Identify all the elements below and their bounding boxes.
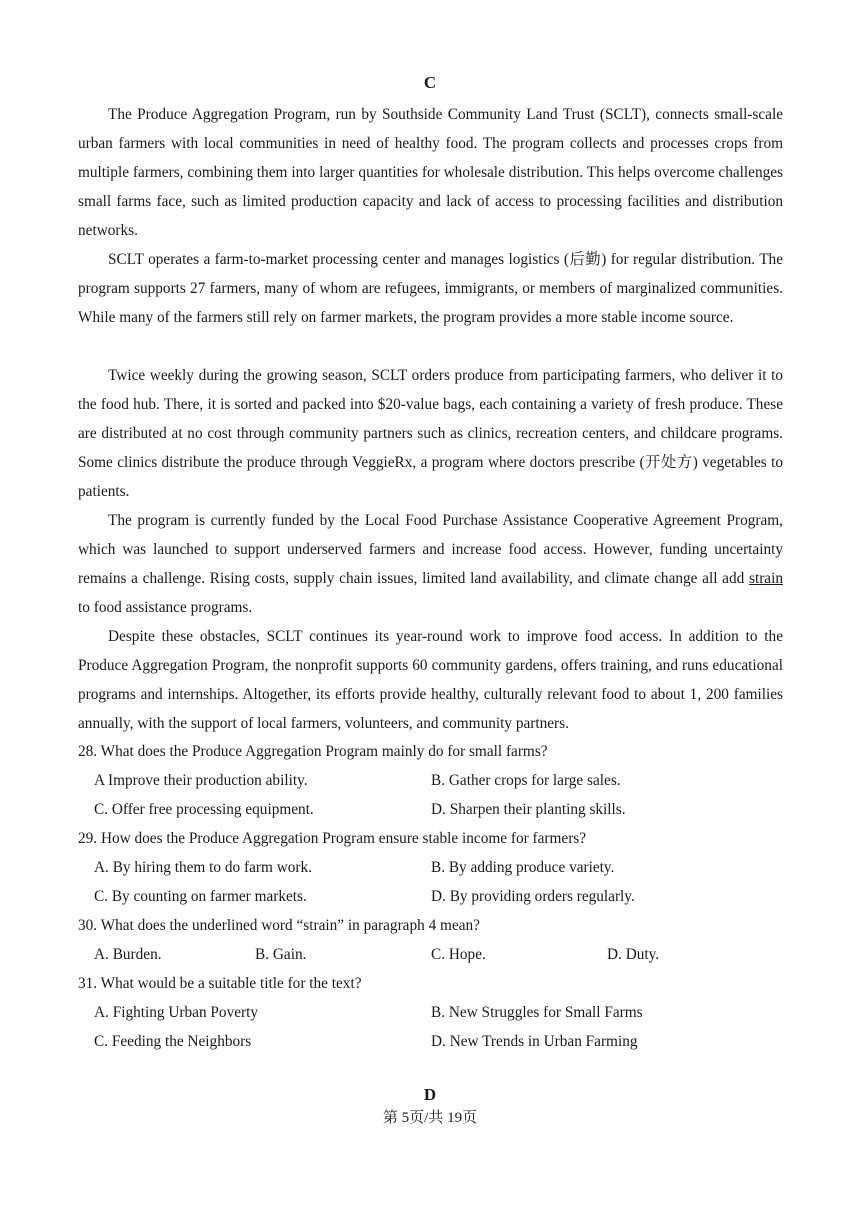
question-31-option-b[interactable]: B. New Struggles for Small Farms bbox=[431, 1004, 643, 1021]
question-31-option-c[interactable]: C. Feeding the Neighbors bbox=[94, 1033, 252, 1050]
question-29-option-a[interactable]: A. By hiring them to do farm work. bbox=[94, 859, 312, 876]
question-31-stem: 31. What would be a suitable title for the text? bbox=[78, 975, 362, 992]
page-number-footer: 第 5页/共 19页 bbox=[382, 1110, 478, 1126]
question-28-option-c[interactable]: C. Offer free processing equipment. bbox=[94, 801, 314, 818]
section-d-heading: D bbox=[423, 1085, 437, 1104]
underlined-word-strain: strain bbox=[749, 570, 783, 587]
passage-paragraph-2: SCLT operates a farm-to-market processing center and manages logistics (后勤) for regular distribution. The program supports 27 farmers, many of whom are refugees, immigrants, or members of marginalized communities. While many of the farmers still rely on farmer markets, the program provides a more stable income source. bbox=[78, 251, 783, 326]
passage-paragraph-5: Despite these obstacles, SCLT continues its year-round work to improve food access. In addition to the Produce Aggregation Program, the nonprofit supports 60 community gardens, offers training, and runs educational programs and internships. Altogether, its efforts provide healthy, culturally relevant food to about 1, 200 families annually, with the support of local farmers, volunteers, and community partners. bbox=[78, 628, 783, 732]
passage-paragraph-4 bbox=[78, 506, 783, 622]
question-30-option-d[interactable]: D. Duty. bbox=[607, 946, 660, 963]
question-28-stem: 28. What does the Produce Aggregation Program mainly do for small farms? bbox=[78, 743, 548, 760]
paragraph-4-text-after: to food assistance programs. bbox=[78, 599, 253, 616]
section-c-heading: C bbox=[423, 73, 437, 92]
passage-paragraph-1: The Produce Aggregation Program, run by Southside Community Land Trust (SCLT), connects small-scale urban farmers with local communities in need of healthy food. The program collects and processes crops from multiple farmers, combining them into larger quantities for wholesale distribution. This helps overcome challenges small farms face, such as limited production capacity and lack of access to processing facilities and distribution networks. bbox=[78, 106, 783, 239]
question-29-option-c[interactable]: C. By counting on farmer markets. bbox=[94, 888, 307, 905]
question-30-option-b[interactable]: B. Gain. bbox=[255, 946, 307, 963]
question-29-option-d[interactable]: D. By providing orders regularly. bbox=[431, 888, 635, 905]
question-29-stem: 29. How does the Produce Aggregation Program ensure stable income for farmers? bbox=[78, 830, 587, 847]
question-30-stem: 30. What does the underlined word “strain” in paragraph 4 mean? bbox=[78, 917, 480, 934]
question-31-option-d[interactable]: D. New Trends in Urban Farming bbox=[431, 1033, 638, 1050]
passage-paragraph-3: Twice weekly during the growing season, SCLT orders produce from participating farmers, who deliver it to the food hub. There, it is sorted and packed into $20-value bags, each containing a variety of fresh produce. These are distributed at no cost through community partners such as clinics, recreation centers, and childcare programs. Some clinics distribute the produce through VeggieRx, a program where doctors prescribe (开处方) vegetables to patients. bbox=[78, 367, 783, 500]
question-28-option-b[interactable]: B. Gather crops for large sales. bbox=[431, 772, 621, 789]
question-28-option-d[interactable]: D. Sharpen their planting skills. bbox=[431, 801, 626, 818]
question-28-option-a[interactable]: A Improve their production ability. bbox=[94, 772, 308, 789]
question-29-option-b[interactable]: B. By adding produce variety. bbox=[431, 859, 615, 876]
question-30-option-c[interactable]: C. Hope. bbox=[431, 946, 486, 963]
question-30-option-a[interactable]: A. Burden. bbox=[94, 946, 162, 963]
paragraph-4-text-before: The program is currently funded by the Local Food Purchase Assistance Cooperative Agreement Program, which was launched to support underserved farmers and increase food access. However, funding uncertainty remains a challenge. Rising costs, supply chain issues, limited land availability, and climate change all add bbox=[78, 512, 783, 587]
question-31-option-a[interactable]: A. Fighting Urban Poverty bbox=[94, 1004, 259, 1021]
